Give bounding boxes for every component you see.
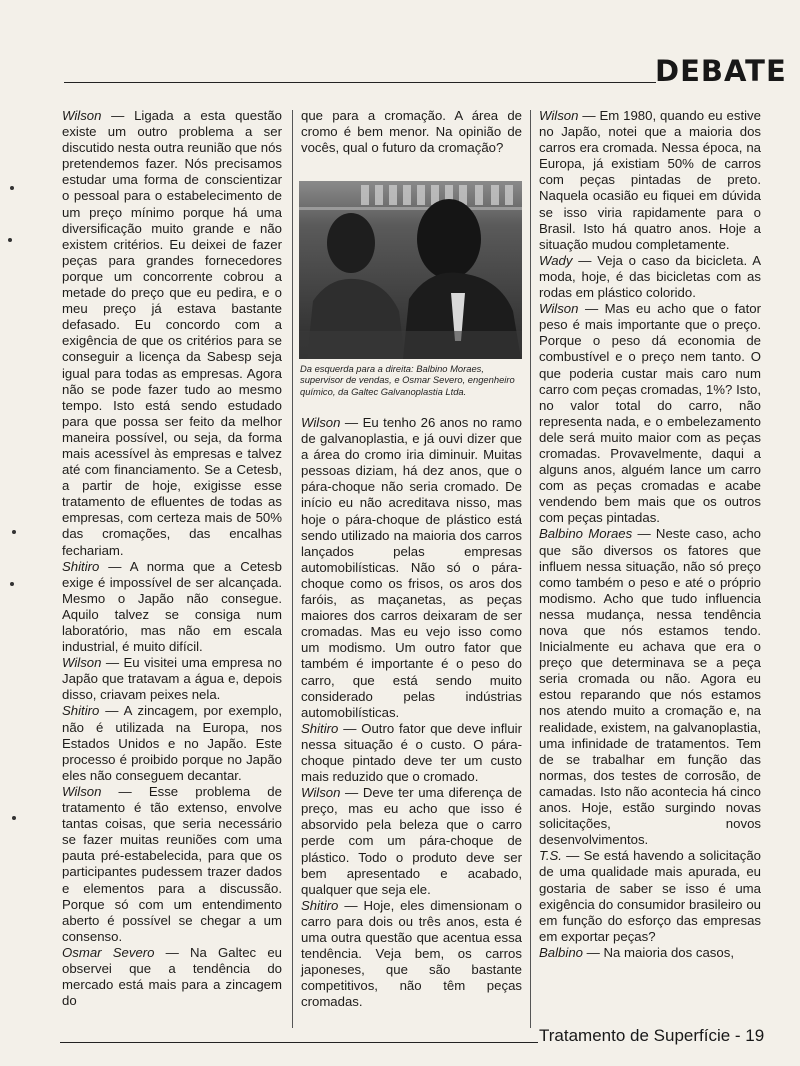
paragraph (539, 848, 761, 945)
paragraph-text: Na maioria dos casos, (599, 944, 734, 960)
paragraph (62, 784, 282, 945)
header-rule (64, 82, 656, 83)
paragraph-text: que para a cromação. A área de cromo é bem menor. Na opinião de vocês, qual o futuro da cromação? (301, 108, 522, 156)
column-1 (62, 108, 282, 1009)
speaker-name: Wilson — (62, 108, 125, 123)
paragraph (62, 703, 282, 783)
paragraph-text: Eu tenho 26 anos no ramo de galvanoplastia, e já ouvi dizer que a área do cromo iria diminuir. Muitas pessoas diziam, há dez anos, que o pára-choque não seria cromado. De início eu não acreditava nisso, mas hoje o pára-choque de plástico está sendo utilizado na maioria dos carros lançados pelas empresas automobilísticas. Não só o pára-choque como os frisos, os aros dos faróis, as maçanetas, as peças maiores dos carros deixaram de ser cromadas. Mas eu vejo isso como um modismo. Um outro fator que também é importante é o peso do carro, que está sendo muito considerado pelas indústrias automobilísticas. (301, 415, 522, 720)
column-divider (530, 110, 531, 1028)
page-footer: Tratamento de Superfície - 19 (539, 1026, 765, 1045)
paragraph (539, 301, 761, 526)
photo-two-men (299, 181, 522, 359)
paragraph (539, 526, 761, 848)
paragraph-text: Deve ter uma diferença de preço, mas eu acho que isso é absorvido pela beleza que o carro perde com um pára-choque de plástico. Todo o produto deve ser bem apresentado e acabado, qualquer que seja ele. (301, 785, 522, 897)
paragraph (62, 945, 282, 1009)
speaker-name: Shitiro — (301, 897, 358, 913)
paragraph (62, 108, 282, 559)
speaker-name: Shitiro — (62, 558, 122, 574)
column-3 (539, 108, 761, 961)
paragraph (539, 945, 761, 961)
speaker-name: Balbino — (539, 944, 600, 960)
section-title: DEBATE (655, 54, 787, 88)
paragraph (301, 721, 522, 785)
speaker-name: Wady — (539, 252, 592, 268)
margin-speck (12, 530, 16, 534)
paragraph (301, 415, 522, 721)
paragraph (539, 253, 761, 301)
column-divider (292, 110, 293, 1028)
paragraph (539, 108, 761, 253)
paragraph (62, 655, 282, 703)
paragraph-text: Na Galtec eu observei que a tendência do mercado está mais para a zincagem do (62, 944, 282, 1009)
paragraph-text: Esse problema de tratamento é tão extenso, envolve tantas coisas, que seria necessário se fazer muitas reuniões com uma pauta pré-estabelecida, para que os participantes pudessem trazer dados e elementos para a discussão. Porque só com um entendimento aberto é possível se chegar a um consenso. (62, 783, 282, 944)
paragraph-text: A norma que a Cetesb exige é impossível de ser alcançada. Mesmo o Japão não consegue. Aquilo talvez se consiga num laboratório, mas não em escala industrial, é muito difícil. (62, 558, 282, 655)
speaker-name: Wilson — (539, 108, 596, 123)
margin-speck (10, 582, 14, 586)
margin-speck (12, 816, 16, 820)
paragraph-text: Em 1980, quando eu estive no Japão, notei que a maioria dos carros era cromada. Nessa época, na Europa, já existiam 50% de carros com peças pintadas de preto. Naquela ocasião eu fiquei em dúvida se isso viria rapidamente para o Brasil. Isto há quatro anos. Hoje a situação mudou completamente. (539, 108, 761, 252)
speaker-name: Shitiro — (301, 720, 357, 736)
footer-rule (60, 1042, 538, 1043)
speaker-name: Wilson — (62, 655, 120, 671)
speaker-name: Wilson — (301, 785, 359, 801)
speaker-name: Shitiro — (62, 703, 119, 719)
column-2-top (301, 108, 522, 156)
paragraph-text: Mas eu acho que o fator peso é mais importante que o preço. Porque o peso dá economia de combustível e o preço nem tanto. O que poderia custar mais caro num carro com peças cromadas, 1%? Isto, no valor total do carro, não representa nada, e o embelezamento dele será muito maior com as peças cromadas. Provavelmente, daqui a alguns anos, alguém lance um carro com as peças cromadas e acabe vendendo bem mais que os outros com peças pintadas. (539, 301, 761, 526)
margin-speck (10, 186, 14, 190)
speaker-name: Wilson — (62, 783, 132, 799)
paragraph-text: Se está havendo a solicitação de uma qualidade mais apurada, eu gostaria de saber se isso é uma exigência do consumidor brasileiro ou em função do esforço das empresas em exportar peças? (539, 848, 761, 944)
photo-caption: Da esquerda para a direita: Balbino Moraes, supervisor de vendas, e Osmar Severo, engenheiro químico, da Galtec Galvanoplastia Ltda. (300, 363, 515, 397)
column-2 (301, 415, 522, 1010)
paragraph-text: A zincagem, por exemplo, não é utilizada na Europa, nos Estados Unidos e no Japão. Este processo é proibido porque no Japão eles não conseguem decantar. (62, 703, 282, 783)
paragraph-text: Outro fator que deve influir nessa situação é o custo. O pára-choque pintado deve ter um custo mais reduzido que o cromado. (301, 720, 522, 785)
speaker-name: Wilson — (301, 415, 359, 430)
margin-speck (8, 238, 12, 242)
speaker-name: Balbino Moraes — (539, 526, 651, 542)
paragraph-text: Veja o caso da bicicleta. A moda, hoje, é das bicicletas com as rodas em plástico colorido. (539, 252, 761, 301)
speaker-name: Wilson — (539, 301, 599, 317)
speaker-name: Osmar Severo — (62, 944, 179, 960)
paragraph-text: Hoje, eles dimensionam o carro para dois ou três anos, esta é uma outra questão que acentua essa tendência. Veja bem, os carros japoneses, que são bastante competitivos, não têm peças cromadas. (301, 897, 523, 1010)
paragraph (301, 785, 522, 898)
paragraph-text: Eu visitei uma empresa no Japão que tratavam a água e, depois disso, criavam peixes nela. (62, 655, 282, 703)
paragraph (62, 559, 282, 656)
speaker-name: T.S. — (539, 848, 580, 864)
paragraph (301, 898, 522, 1011)
paragraph-text: Ligada a esta questão existe um outro problema a ser discutido nesta outra reunião que nós pretendemos fazer. Nós precisamos estudar uma forma de conscientizar o pessoal para o estabelecimento de um preço mínimo porque há uma diversificação muito grande e não existem critérios. Eu deixei de fazer peças para grandes fornecedores porque um concorrente cobrou a metade do preço que eu pedira, e o meu preço já estava bastante defasado. Eu concordo com a exigência de que os critérios para se conseguir a licença da Sabesp seja igual para todas as empresas. Agora não se pode fazer tudo ao mesmo tempo. Isto está sendo estudado para que possa ser feito da melhor maneira possível, ou seja, da forma mais acessível às empresas e talvez até com financiamento. Se a Cetesb, a partir de hoje, exigisse esse tratamento de efluentes de todas as empresas, com certeza mais de 50% das cromações, das encalhas fechariam. (62, 108, 282, 558)
paragraph-text: Neste caso, acho que são diversos os fatores que influem nessa situação, não só preço como também o peso e até o próprio modismo. Acho que tudo influencia nessa mudança, nessa tendência nova que nós estamos tendo. Inicialmente eu achava que era o preço que determinava se a peça seria cromada ou não. Agora eu estou reparando que nós estamos nos atendo muito a cromação e, na realidade, existem, na galvanoplastia, uma infinidade de tratamentos. Tem de se trabalhar em função das normas, dos testes de corrosão, de camadas. Isto não acontecia há cinco anos. Hoje, estão surgindo novas solicitações, novos desenvolvimentos. (539, 526, 762, 848)
photo-illustration (299, 181, 522, 359)
